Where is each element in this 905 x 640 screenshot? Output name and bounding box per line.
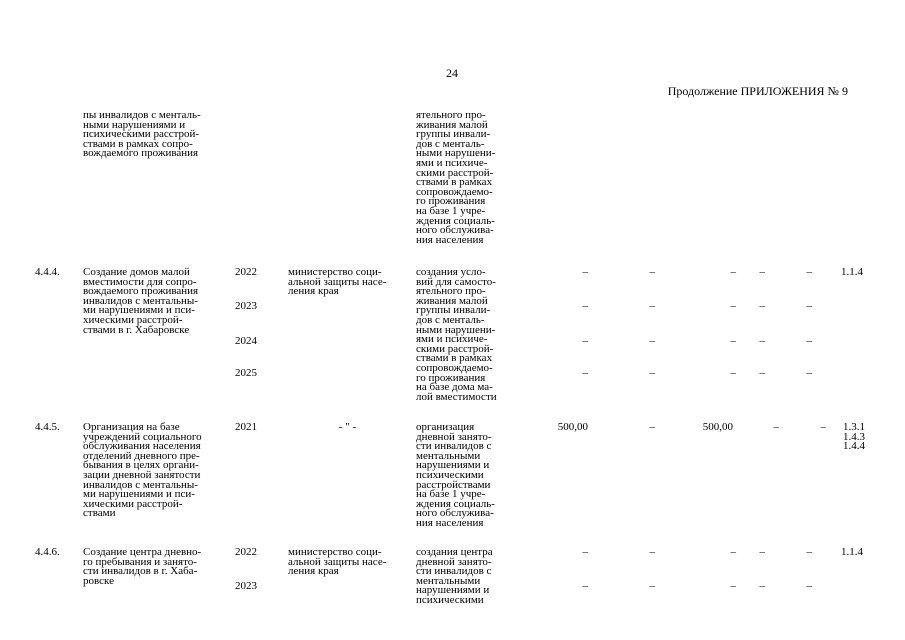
- value-cell: –: [730, 367, 736, 379]
- value-cell: –: [806, 580, 812, 592]
- row-executor: - " -: [338, 421, 357, 433]
- row-activity: Создание домов малой вместимости для сопро- вождаемого проживания инвалидов с ментальны- ми нарушениями и пси- хическими расстрой- ствами в г. Хабаровске: [83, 266, 199, 336]
- row-result: создания усло- вий для самосто- ятельного про- живания малой группы инвали- дов с менталь- ными нарушени- ями и психиче- скими расстрой- ствами в рамках сопровождаемо- го проживания на базе дома ма- лой вместимости: [416, 266, 497, 403]
- row-activity: Создание центра дневно- го пребывания и занято- сти инвалидов в г. Хаба- ровске: [83, 546, 202, 587]
- value-cell: –: [773, 421, 779, 433]
- value-cell: –: [649, 421, 655, 433]
- value-cell: –: [649, 367, 655, 379]
- row-code: 4.4.4.: [35, 266, 60, 278]
- continuation-header: Продолжение ПРИЛОЖЕНИЯ № 9: [667, 84, 848, 98]
- row-code: 4.4.6.: [35, 546, 60, 558]
- row-year: 2023: [235, 580, 257, 592]
- row-indicators: 1.1.4: [841, 546, 863, 558]
- row-year: 2023: [235, 300, 257, 312]
- value-cell: –: [730, 580, 736, 592]
- value-cell: –: [649, 300, 655, 312]
- row-indicators: 1.1.4: [841, 266, 863, 278]
- value-cell: –: [806, 300, 812, 312]
- page-number: 24: [446, 66, 458, 80]
- carryover-result: ятельного про- живания малой группы инвали- дов с менталь- ными нарушени- ями и психиче- скими расстрой- ствами в рамках сопровождаемо- го проживания на базе 1 учре- ждения социаль- ного обслужива- ния населения: [416, 109, 496, 246]
- value-cell: –: [759, 546, 765, 558]
- value-cell: –: [806, 335, 812, 347]
- value-cell: –: [759, 580, 765, 592]
- value-cell: –: [759, 300, 765, 312]
- row-result: создания центра дневной занято- сти инвалидов с ментальными нарушениями и психическими: [416, 546, 493, 606]
- value-cell: –: [582, 300, 588, 312]
- row-indicators: 1.3.1 1.4.3 1.4.4: [843, 421, 865, 453]
- row-executor: министерство соци- альной защиты насе- ления края: [288, 546, 387, 578]
- value-cell: –: [649, 546, 655, 558]
- row-year: 2022: [235, 266, 257, 278]
- row-activity: Организация на базе учреждений социального обслуживания населения отделений дневного пре- бывания в целях органи- зации дневной занятости инвалидов с ментальны- ми нарушениями и пси- хическими расстрой- ствами: [83, 421, 202, 520]
- row-executor: министерство соци- альной защиты насе- ления края: [288, 266, 387, 298]
- row-year: 2024: [235, 335, 257, 347]
- value-cell: –: [582, 546, 588, 558]
- row-year: 2022: [235, 546, 257, 558]
- value-cell: –: [759, 266, 765, 278]
- value-cell: 500,00: [557, 421, 588, 433]
- value-cell: –: [730, 266, 736, 278]
- value-cell: –: [759, 335, 765, 347]
- value-cell: –: [649, 580, 655, 592]
- row-year: 2021: [235, 421, 257, 433]
- value-cell: –: [806, 367, 812, 379]
- value-cell: –: [806, 266, 812, 278]
- value-cell: –: [649, 335, 655, 347]
- row-code: 4.4.5.: [35, 421, 60, 433]
- value-cell: –: [759, 367, 765, 379]
- value-cell: –: [730, 546, 736, 558]
- value-cell: –: [730, 300, 736, 312]
- value-cell: –: [806, 546, 812, 558]
- value-cell: –: [820, 421, 826, 433]
- value-cell: –: [730, 335, 736, 347]
- row-year: 2025: [235, 367, 257, 379]
- value-cell: –: [582, 266, 588, 278]
- row-result: организация дневной занято- сти инвалидов с ментальными нарушениями и психическими расстройствами на базе 1 учре- ждения социаль- ного обслужива- ния населения: [416, 421, 495, 529]
- value-cell: –: [582, 580, 588, 592]
- value-cell: –: [582, 367, 588, 379]
- value-cell: –: [649, 266, 655, 278]
- carryover-activity: пы инвалидов с менталь- ными нарушениями и психическими расстрой- ствами в рамках сопро- вождаемого проживания: [83, 109, 201, 160]
- value-cell: 500,00: [702, 421, 733, 433]
- value-cell: –: [582, 335, 588, 347]
